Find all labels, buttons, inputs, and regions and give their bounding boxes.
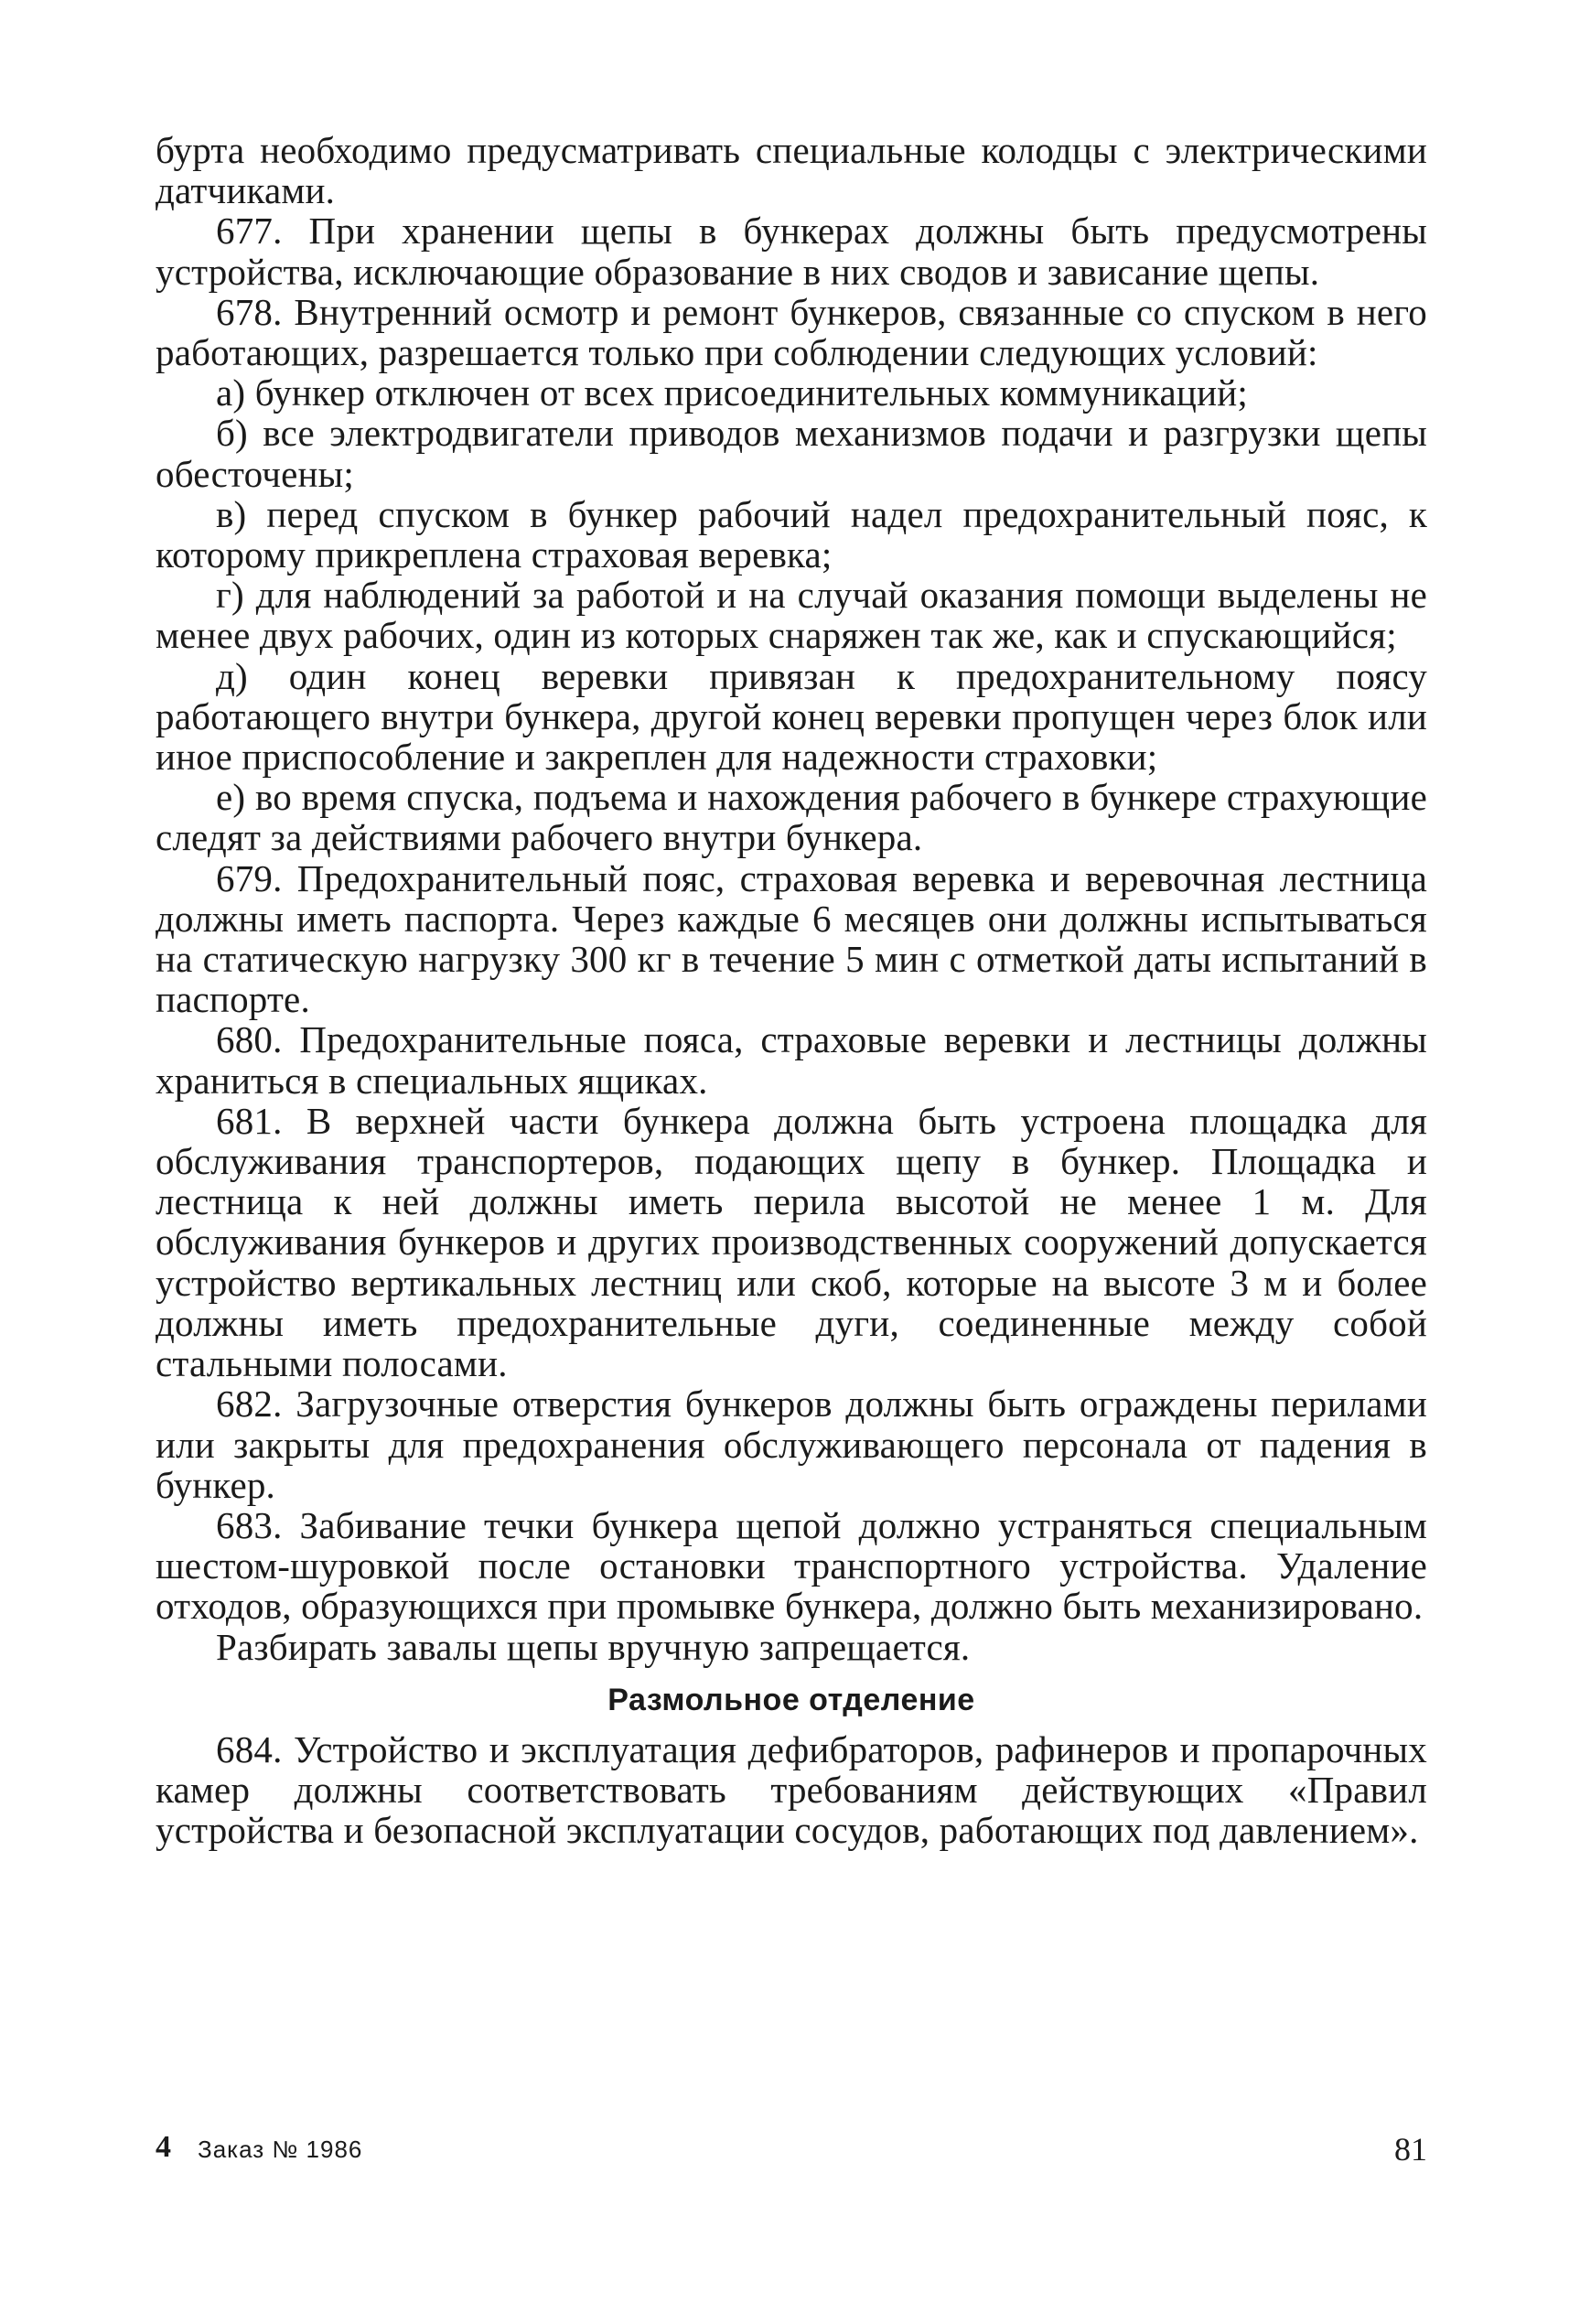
section-heading: Размольное отделение	[607, 1682, 975, 1717]
paragraph-manual-clearing: Разбирать завалы щепы вручную запрещается.	[216, 1625, 971, 1668]
list-item-a: а) бункер отключен от всех присоединительных коммуникаций;	[216, 371, 1248, 414]
list-item-g: г) для наблюдений за работой и на случай оказания помощи выделены не менее двух рабочих, один из которых снаряжен так же, как и спускающийся;	[156, 574, 1427, 657]
paragraph-681: 681. В верхней части бункера должна быть устроена площадка для обслуживания транспортеров, подающих щепу в бункер. Площадка и лестница к ней должны иметь перила высотой не менее 1 м. Для обслуживания бункеров и других производственных сооружений допускается устройство вертикальных лестниц или скоб, которые на высоте 3 м и более должны иметь предохранительные дуги, соединенные между собой стальными полосами.	[156, 1099, 1427, 1385]
list-item-b: б) все электродвигатели приводов механизмов подачи и разгрузки щепы обесточены;	[156, 412, 1427, 495]
paragraph-continuation: бурта необходимо предусматривать специальные колодцы с электрическими датчиками.	[156, 129, 1427, 212]
paragraph-682: 682. Загрузочные отверстия бункеров должны быть ограждены перилами или закрыты для предохранения обслуживающего персонала от падения в бункер.	[156, 1383, 1427, 1506]
paragraph-678: 678. Внутренний осмотр и ремонт бункеров, связанные со спуском в него работающих, разрешается только при соблюдении следующих условий:	[156, 290, 1427, 374]
paragraph-679: 679. Предохранительный пояс, страховая веревка и веревочная лестница должны иметь паспорта. Через каждые 6 месяцев они должны испытываться на статическую нагрузку 300 кг в течение 5 мин с отметкой даты испытаний в паспорте.	[156, 856, 1427, 1021]
paragraph-684: 684. Устройство и эксплуатация дефибраторов, рафинеров и пропарочных камер должны соответствовать требованиям действующих «Правил устройства и безопасной эксплуатации сосудов, работающих под давлением».	[156, 1727, 1427, 1852]
list-item-d: д) один конец веревки привязан к предохранительному поясу работающего внутри бункера, другой конец веревки пропущен через блок или иное приспособление и закреплен для надежности страховки;	[156, 654, 1427, 779]
signature-number: 4	[156, 2130, 171, 2164]
order-text: Заказ № 1986	[198, 2136, 363, 2163]
page-footer	[156, 2130, 1427, 2167]
paragraph-680: 680. Предохранительные пояса, страховые веревки и лестницы должны храниться в специальных ящиках.	[156, 1018, 1427, 1102]
paragraph-677: 677. При хранении щепы в бункерах должны быть предусмотрены устройства, исключающие образование в них сводов и зависание щепы.	[156, 210, 1427, 293]
list-item-e: е) во время спуска, подъема и нахождения рабочего в бункере страхующие следят за действиями рабочего внутри бункера.	[156, 776, 1427, 859]
page-body	[156, 130, 1427, 1850]
paragraph-683: 683. Забивание течки бункера щепой должно устраняться специальным шестом-шуровкой после остановки транспортного устройства. Удаление отходов, образующихся при промывке бункера, должно быть механизировано.	[156, 1503, 1427, 1628]
list-item-v: в) перед спуском в бункер рабочий надел предохранительный пояс, к которому прикреплена страховая веревка;	[156, 492, 1427, 576]
page-number: 81	[1394, 2131, 1427, 2168]
